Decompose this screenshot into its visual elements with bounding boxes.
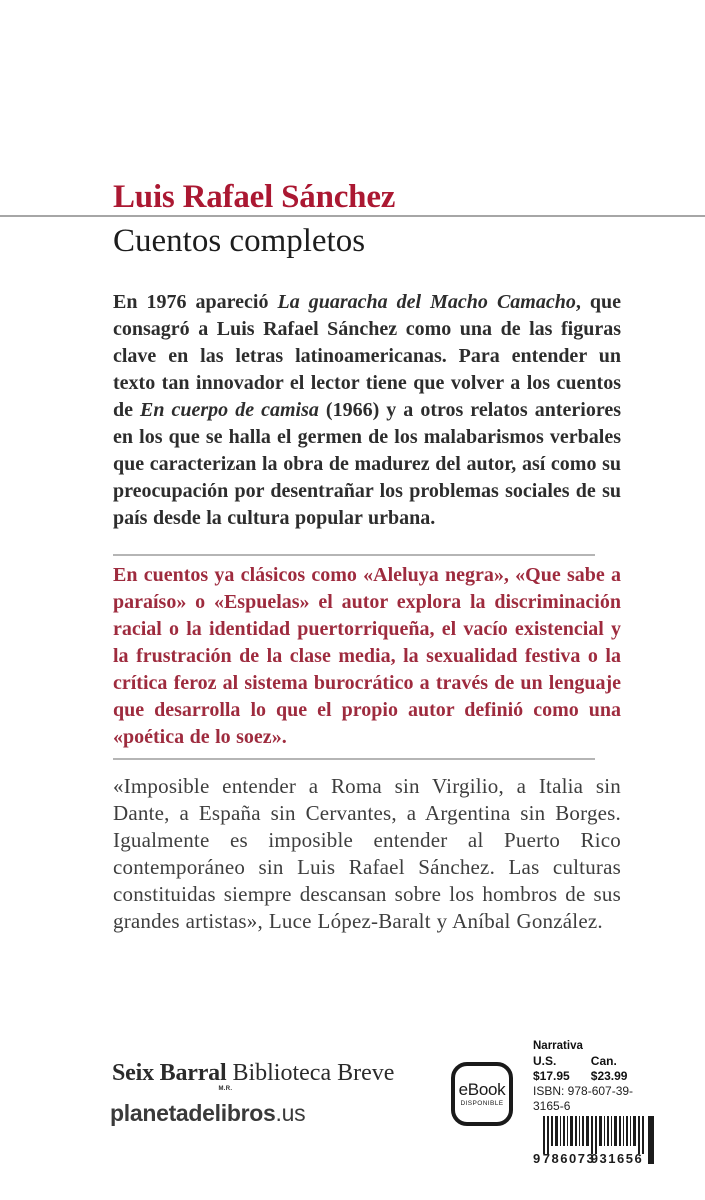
- barcode-digit-lead: 9: [533, 1151, 541, 1166]
- section-divider-top: [113, 554, 595, 556]
- highlight-paragraph: En cuentos ya clásicos como «Aleluya negra», «Que sabe a paraíso» o «Espuelas» el autor explora la discriminación racial o la identidad puertorriqueña, el vacío existencial y la frustración de la clase media, la sexualidad festiva o la crítica feroz al sistema burocrático a través de un lenguaje que desarrolla lo que el propio autor definió como una «poética de lo soez».: [113, 564, 621, 748]
- barcode-section: [533, 1040, 657, 1168]
- book-title: Cuentos completos: [113, 223, 366, 259]
- website-tld: .us: [275, 1100, 306, 1126]
- ebook-badge-label: eBook: [458, 1079, 506, 1099]
- isbn-label: ISBN: 978-607-39-3165-6: [533, 1084, 634, 1113]
- imprint-logo: Seix Barral: [112, 1060, 227, 1086]
- ean-barcode-icon: [533, 1116, 655, 1168]
- quote-paragraph: «Imposible entender a Roma sin Virgilio, a Italia sin Dante, a España sin Cervantes, a Argentina sin Borges. Igualmente es imposible entender al Puerto Rico contemporáneo sin Luis Rafael Sánchez. Las culturas constituidas siempre descansan sobre los hombros de sus grandes artistas», Luce López-Baralt y Aníbal González.: [113, 774, 621, 933]
- author-name: Luis Rafael Sánchez: [113, 179, 396, 215]
- barcode-digits-left: 786073: [542, 1151, 596, 1166]
- synopsis-paragraph: En 1976 apareció La guaracha del Macho Camacho, que consagró a Luis Rafael Sánchez como una de las figuras clave en las letras latinoamericanas. Para entender un texto tan innovador el lector tiene que volver a los cuentos de En cuerpo de camisa (1966) y a otros relatos anteriores en los que se halla el germen de los malabarismos verbales que caracterizan la obra de madurez del autor, así como su preocupación por desentrañar los problemas sociales de su país desde la cultura popular urbana.: [113, 291, 621, 529]
- publisher-line: Seix BarralM.R. Biblioteca Breve: [112, 1060, 395, 1092]
- section-divider-bottom: [113, 758, 595, 760]
- barcode-digits-right: 931656: [590, 1151, 644, 1166]
- price-row: [533, 1054, 651, 1084]
- title-rule: [0, 215, 705, 217]
- price-us: U.S. $17.95: [533, 1054, 570, 1083]
- collection-name: Biblioteca Breve: [232, 1060, 395, 1086]
- website-name: planetadelibros: [110, 1100, 276, 1126]
- price-can: Can. $23.99: [590, 1054, 628, 1083]
- ebook-badge-sublabel: DISPONIBLE: [460, 1099, 504, 1107]
- category-label: Narrativa: [533, 1040, 583, 1052]
- website-url: [110, 1098, 305, 1128]
- ebook-available-badge: [451, 1062, 513, 1126]
